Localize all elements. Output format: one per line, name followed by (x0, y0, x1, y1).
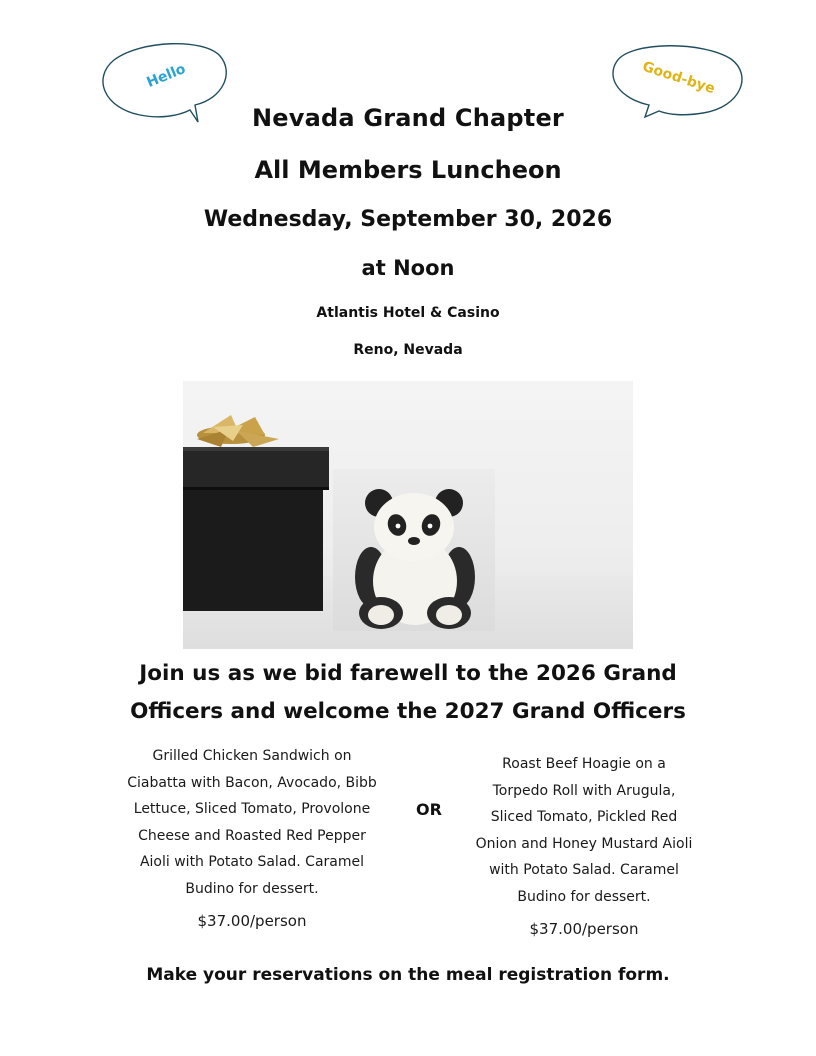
headline-line-2: Officers and welcome the 2027 Grand Officers (130, 699, 686, 724)
menu-line: Aioli with Potato Salad. Caramel (139, 854, 365, 870)
gift-box-icon (183, 411, 333, 611)
panda-bear-icon (345, 481, 485, 631)
farewell-headline (90, 655, 726, 731)
menu-option-roast-beef (452, 751, 716, 938)
event-time: at Noon (361, 256, 455, 280)
gold-bow-icon (197, 415, 279, 447)
menu-line: Cheese and Roasted Red Pepper (138, 827, 366, 844)
menu-line: Ciabatta with Bacon, Avocado, Bibb (127, 774, 377, 791)
panda-photo-inset (333, 469, 495, 631)
menu-description (452, 751, 716, 910)
headline-line-1: Join us as we bid farewell to the 2026 Grand (139, 661, 677, 686)
event-city: Reno, Nevada (353, 342, 463, 358)
reservation-note: Make your reservations on the meal registration form. (146, 965, 670, 985)
event-date: Wednesday, September 30, 2026 (203, 207, 613, 232)
menu-or-separator: OR (416, 800, 442, 819)
menu-line: Grilled Chicken Sandwich on (152, 748, 352, 764)
menu-line: Onion and Honey Mustard Aioli (475, 835, 693, 852)
hello-text: Hello (144, 61, 188, 91)
menu-option-chicken (104, 743, 400, 930)
event-title: All Members Luncheon (254, 156, 562, 184)
menu-line: Roast Beef Hoagie on a (502, 756, 666, 772)
menu-line: Budino for dessert. (517, 888, 651, 905)
event-venue: Atlantis Hotel & Casino (316, 305, 500, 321)
menu-line: Sliced Tomato, Pickled Red (490, 809, 678, 825)
goodbye-text: Good-bye (640, 58, 717, 98)
menu-line: with Potato Salad. Caramel (489, 862, 679, 878)
chapter-title: Nevada Grand Chapter (252, 104, 564, 132)
menu-line: Budino for dessert. (185, 880, 319, 897)
menu-line: Lettuce, Sliced Tomato, Provolone (133, 801, 371, 817)
menu-price: $37.00/person (529, 920, 639, 938)
menu-line: Torpedo Roll with Arugula, (492, 782, 676, 799)
gift-and-panda-photo (183, 381, 633, 649)
menu-price: $37.00/person (197, 912, 307, 930)
menu-description (104, 743, 400, 902)
